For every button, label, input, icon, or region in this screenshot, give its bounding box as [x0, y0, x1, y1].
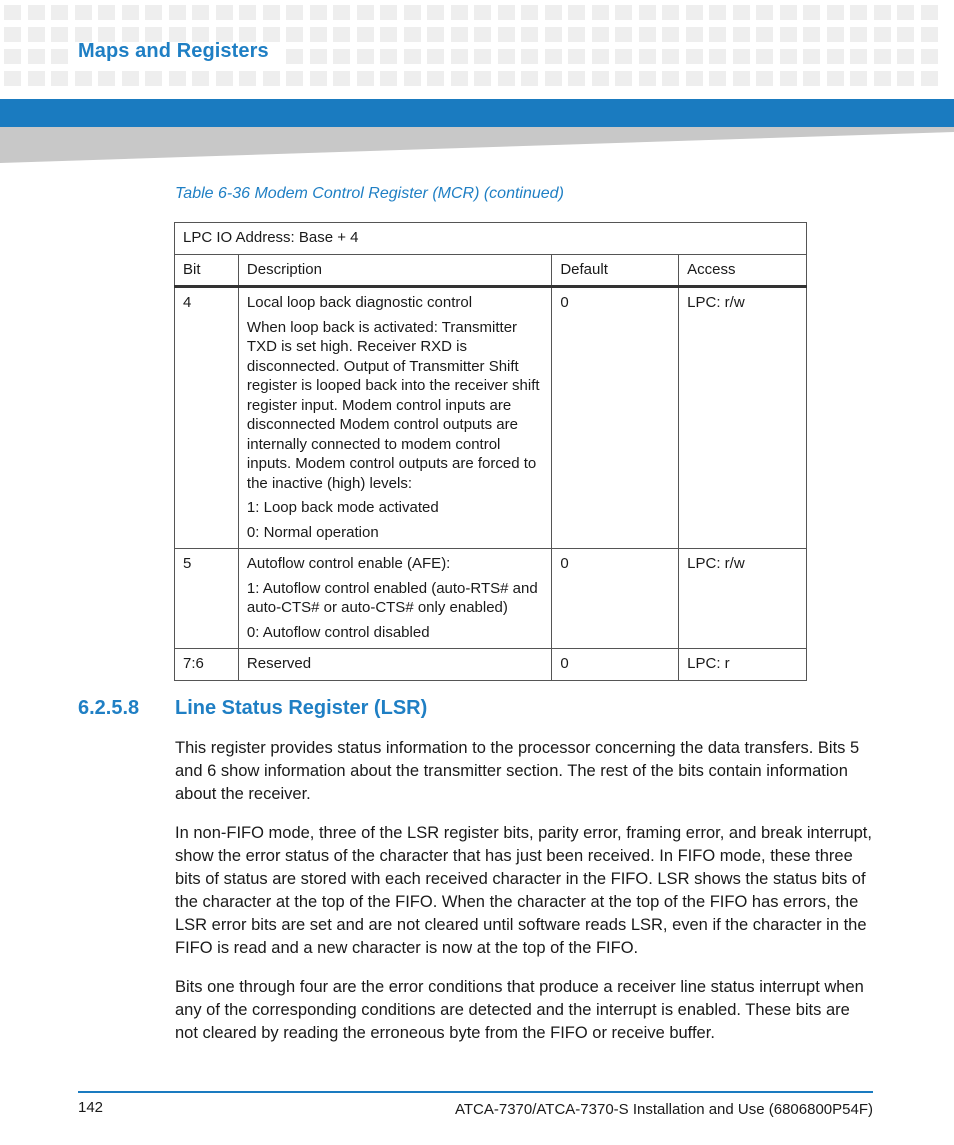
table-caption: Table 6-36 Modem Control Register (MCR) (continued) — [175, 185, 564, 202]
dot-cell — [803, 71, 820, 86]
header-blue-band — [0, 99, 954, 127]
dot-cell — [639, 49, 656, 64]
dot-cell — [827, 71, 844, 86]
dot-cell — [51, 27, 68, 42]
dot-cell — [51, 49, 68, 64]
dot-cell — [780, 27, 797, 42]
dot-cell — [686, 49, 703, 64]
dot-cell — [850, 71, 867, 86]
dot-cell — [380, 49, 397, 64]
dot-cell — [780, 49, 797, 64]
dot-cell — [850, 49, 867, 64]
dot-cell — [474, 27, 491, 42]
dot-cell — [733, 5, 750, 20]
dot-cell — [286, 27, 303, 42]
dot-cell — [51, 5, 68, 20]
default-cell: 0 — [552, 649, 679, 681]
dot-cell — [592, 49, 609, 64]
dot-cell — [169, 71, 186, 86]
dot-cell — [427, 71, 444, 86]
table-row — [175, 549, 807, 649]
column-header: Access — [679, 254, 807, 287]
dot-cell — [897, 27, 914, 42]
dot-cell — [850, 5, 867, 20]
dot-cell — [827, 49, 844, 64]
dot-cell — [639, 27, 656, 42]
dot-cell — [192, 5, 209, 20]
bit-cell: 4 — [175, 287, 239, 549]
dot-cell — [850, 27, 867, 42]
dot-cell — [521, 27, 538, 42]
dot-cell — [733, 49, 750, 64]
column-header: Default — [552, 254, 679, 287]
description-line: Autoflow control enable (AFE): — [246, 555, 451, 572]
dot-cell — [122, 71, 139, 86]
dot-cell — [498, 5, 515, 20]
dot-cell — [380, 71, 397, 86]
dot-cell — [709, 27, 726, 42]
description-cell — [238, 287, 551, 549]
dot-cell — [662, 5, 679, 20]
dot-cell — [686, 71, 703, 86]
dot-cell — [474, 71, 491, 86]
section-number: 6.2.5.8 — [78, 697, 140, 719]
dot-cell — [357, 5, 374, 20]
dot-cell — [921, 27, 938, 42]
dot-cell — [333, 5, 350, 20]
dot-cell — [827, 5, 844, 20]
dot-cell — [568, 71, 585, 86]
dot-cell — [310, 71, 327, 86]
dot-cell — [169, 5, 186, 20]
register-table — [174, 222, 807, 681]
dot-cell — [780, 71, 797, 86]
dot-cell — [75, 5, 92, 20]
footer-rule — [78, 1091, 873, 1093]
table-row — [175, 287, 807, 549]
dot-cell — [545, 5, 562, 20]
dot-cell — [239, 5, 256, 20]
dot-cell — [4, 27, 21, 42]
document-title: ATCA-7370/ATCA-7370-S Installation and Use (6806800P54F) — [454, 1101, 873, 1118]
dot-cell — [357, 27, 374, 42]
description-line: 0: Autoflow control disabled — [246, 623, 430, 641]
description-line: Reserved — [246, 655, 312, 672]
dot-cell — [380, 27, 397, 42]
dot-cell — [615, 71, 632, 86]
dot-cell — [427, 49, 444, 64]
dot-cell — [4, 49, 21, 64]
dot-cell — [733, 71, 750, 86]
dot-cell — [662, 27, 679, 42]
dot-cell — [921, 71, 938, 86]
dot-cell — [874, 27, 891, 42]
dot-cell — [756, 27, 773, 42]
dot-cell — [145, 5, 162, 20]
dot-cell — [333, 49, 350, 64]
dot-cell — [803, 27, 820, 42]
access-cell: LPC: r/w — [679, 287, 807, 549]
column-header: Bit — [175, 254, 239, 287]
dot-cell — [827, 27, 844, 42]
dot-cell — [333, 71, 350, 86]
dot-cell — [404, 71, 421, 86]
dot-cell — [263, 5, 280, 20]
dot-cell — [498, 71, 515, 86]
dot-cell — [98, 71, 115, 86]
dot-cell — [921, 49, 938, 64]
dot-cell — [404, 49, 421, 64]
dot-cell — [310, 27, 327, 42]
dot-cell — [310, 5, 327, 20]
dot-cell — [568, 5, 585, 20]
dot-cell — [615, 27, 632, 42]
description-cell — [238, 649, 551, 681]
dot-cell — [451, 71, 468, 86]
dot-cell — [28, 5, 45, 20]
dot-cell — [874, 49, 891, 64]
body-paragraph: In non-FIFO mode, three of the LSR register bits, parity error, framing error, and break interrupt, show the error status of the character that has just been received. In FIFO mode, these three bits of status are stored with each received character in the FIFO. LSR shows the status bits of the character at the top of the FIFO. When the character at the top of the FIFO has errors, the LSR error bits are set and are not cleared until software reads LSR, even if the character in the FIFO is read and a new character is now at the top of the FIFO. — [175, 824, 872, 957]
dot-cell — [756, 5, 773, 20]
dot-cell — [28, 27, 45, 42]
dot-cell — [897, 5, 914, 20]
dot-cell — [286, 71, 303, 86]
column-header: Description — [238, 254, 551, 287]
dot-cell — [733, 27, 750, 42]
description-line: When loop back is activated: Transmitter TXD is set high. Receiver RXD is disconnected. Output of Transmitter Shift register is looped back into the receiver shift register input. Modem control inputs are disconnected Modem control outputs are internally connected to modem control inputs. Modem control outputs are forced to the inactive (high) levels: — [246, 318, 540, 492]
dot-cell — [427, 27, 444, 42]
bit-cell: 7:6 — [175, 649, 239, 681]
dot-cell — [451, 5, 468, 20]
access-cell: LPC: r — [679, 649, 807, 681]
dot-cell — [874, 5, 891, 20]
description-line: 1: Autoflow control enabled (auto-RTS# and auto-CTS# or auto-CTS# only enabled) — [246, 579, 538, 616]
dot-cell — [662, 49, 679, 64]
dot-cell — [310, 49, 327, 64]
dot-cell — [756, 49, 773, 64]
dot-cell — [451, 49, 468, 64]
dot-cell — [286, 49, 303, 64]
dot-cell — [521, 5, 538, 20]
dot-cell — [474, 5, 491, 20]
dot-cell — [615, 5, 632, 20]
dot-cell — [709, 71, 726, 86]
description-cell — [238, 549, 551, 649]
dot-cell — [545, 27, 562, 42]
body-paragraph: This register provides status information to the processor concerning the data transfers. Bits 5 and 6 show information about the transmitter section. The rest of the bits contain information about the receiver. — [175, 739, 860, 803]
access-cell: LPC: r/w — [679, 549, 807, 649]
dot-cell — [286, 5, 303, 20]
dot-cell — [639, 5, 656, 20]
dot-cell — [333, 27, 350, 42]
dot-cell — [216, 5, 233, 20]
dot-cell — [897, 49, 914, 64]
dot-cell — [921, 5, 938, 20]
dot-cell — [98, 5, 115, 20]
default-cell: 0 — [552, 287, 679, 549]
dot-cell — [380, 5, 397, 20]
dot-cell — [263, 71, 280, 86]
dot-cell — [568, 49, 585, 64]
dot-cell — [122, 5, 139, 20]
dot-cell — [451, 27, 468, 42]
dot-cell — [545, 49, 562, 64]
dot-cell — [521, 71, 538, 86]
dot-cell — [592, 27, 609, 42]
dot-cell — [545, 71, 562, 86]
dot-cell — [404, 27, 421, 42]
dot-cell — [803, 49, 820, 64]
dot-cell — [51, 71, 68, 86]
dot-cell — [615, 49, 632, 64]
dot-cell — [874, 71, 891, 86]
dot-cell — [192, 71, 209, 86]
dot-cell — [803, 5, 820, 20]
default-cell: 0 — [552, 549, 679, 649]
dot-cell — [404, 5, 421, 20]
section-title: Line Status Register (LSR) — [175, 697, 428, 719]
section-heading — [78, 697, 427, 720]
dot-cell — [357, 49, 374, 64]
dot-cell — [639, 71, 656, 86]
dot-cell — [28, 49, 45, 64]
dot-cell — [75, 71, 92, 86]
description-line: Local loop back diagnostic control — [246, 294, 473, 311]
dot-cell — [4, 5, 21, 20]
dot-cell — [686, 5, 703, 20]
table-row — [175, 649, 807, 681]
dot-cell — [709, 49, 726, 64]
dot-cell — [239, 71, 256, 86]
dot-cell — [521, 49, 538, 64]
chapter-title: Maps and Registers — [78, 40, 269, 62]
dot-cell — [780, 5, 797, 20]
table-header-row — [175, 254, 807, 287]
dot-cell — [357, 71, 374, 86]
dot-cell — [568, 27, 585, 42]
dot-cell — [4, 71, 21, 86]
dot-cell — [709, 5, 726, 20]
dot-cell — [498, 49, 515, 64]
dot-cell — [145, 71, 162, 86]
dot-cell — [686, 27, 703, 42]
description-line: 0: Normal operation — [246, 523, 379, 541]
dot-cell — [427, 5, 444, 20]
bit-cell: 5 — [175, 549, 239, 649]
dot-cell — [897, 71, 914, 86]
dot-cell — [216, 71, 233, 86]
body-paragraph: Bits one through four are the error conditions that produce a receiver line status interrupt when any of the corresponding conditions are detected and the interrupt is enabled. These bits are not cleared by reading the erroneous byte from the FIFO or receive buffer. — [175, 978, 864, 1042]
dot-cell — [28, 71, 45, 86]
dot-cell — [498, 27, 515, 42]
dot-cell — [592, 71, 609, 86]
address-cell: LPC IO Address: Base + 4 — [175, 223, 807, 255]
dot-cell — [592, 5, 609, 20]
description-line: 1: Loop back mode activated — [246, 499, 439, 516]
header-grey-wedge — [0, 127, 954, 163]
dot-cell — [662, 71, 679, 86]
dot-cell — [756, 71, 773, 86]
page-number: 142 — [78, 1099, 104, 1116]
dot-cell — [474, 49, 491, 64]
